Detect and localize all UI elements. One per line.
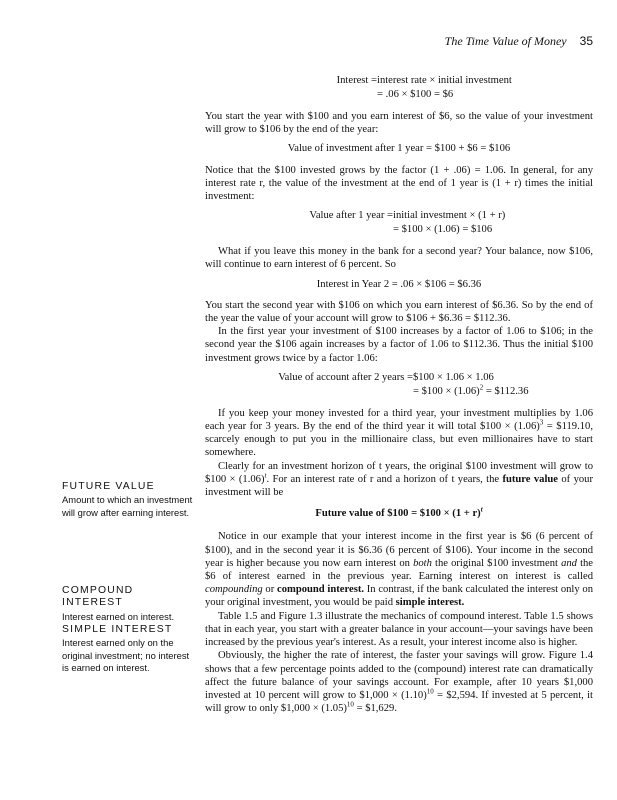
paragraph: Notice that the $100 invested grows by the factor (1 + .06) = 1.06. In general, for any interest rate r, the value of the investment at the end of 1 year is (1 + r) times the initial investment: (205, 164, 593, 203)
paragraph: You start the year with $100 and you earn interest of $6, so the value of your investment will grow to $106 by the end of the year: (205, 111, 593, 136)
margin-term: FUTURE VALUE (62, 481, 155, 492)
equation-value-after-1-year: Value of investment after 1 year = $100 + $6 = $106 (287, 143, 511, 155)
margin-definition: Interest earned only on the original investment; no interest is earned on interest. (62, 637, 190, 674)
paragraph: Clearly for an investment horizon of t years, the original $100 investment will grow to $100 × $(1.06)^t$. For an interest rate of r and a horizon of t years, the future value of your investment will be (205, 460, 593, 499)
equation-value-after-2-years: Value of account after 2 years = $100 × 1.06 × 1.06 = $100 × $(1.06)^2$ = $112.36 (278, 371, 529, 397)
equation-future-value: Future value of $100 = $100 × $(1 + r)^t$ (315, 505, 483, 520)
paragraph: Obviously, the higher the rate of interest, the faster your savings will grow. Figure 1.4 shows that a few percentage points added to the (compound) interest rate can dramatically affect the future balance of your savings account. For example, after 10 years $1,000 invested at 10 percent will grow to $1,000 × $(1.10)^{10}$ = $2,594. If invested at 5 percent, it will grow to only $1,000 × $(1.05)^{10}$ = $1,629. (205, 650, 594, 715)
margin-note-future-value (62, 481, 196, 519)
paragraph: You start the second year with $106 on which you earn interest of $6.36. So by the end of the year the value of your account will grow to $106 + $6.36 = $112.36. (205, 299, 593, 325)
paragraph: If you keep your money invested for a third year, your investment multiplies by 1.06 each year for 3 years. By the end of the third year it will total $100 × $(1.06)^3$ = $119.10, scarcely enough to put you in the millionaire class, but even millionaires have to start somewhere. (205, 407, 593, 459)
margin-term: COMPOUND INTEREST (62, 585, 134, 609)
equation-interest: Interest = interest rate × initial investment = .06 × $100 = $6 (336, 75, 512, 100)
page-number: 35 (579, 34, 593, 48)
running-title: The Time Value of Money (444, 34, 567, 48)
page-header (0, 34, 593, 49)
paragraph: Notice in our example that your interest income in the first year is $6 (6 percent of $100), and in the second year it is $6.36 (6 percent of $106). Your income in the second year is higher because you now earn interest on both the original $100 investment and the $6 of interest earned in the previous year. Earning interest on interest is called compounding or compound interest. In contrast, if the bank calculated the interest only on your original investment, you would be paid simple interest. (205, 531, 594, 609)
paragraph: Table 1.5 and Figure 1.3 illustrate the mechanics of compound interest. Table 1.5 shows that in each year, you start with a greater balance in your account—your savings have been increased by the previous year's interest. As a result, your interest income also is higher. (205, 610, 593, 649)
paragraph: In the first year your investment of $100 increases by a factor of 1.06 to $106; in the second year the $106 again increases by a factor of 1.06 to $112.36. Thus the initial $100 investment grows twice by a factor 1.06: (205, 326, 593, 364)
main-text-column (205, 74, 593, 715)
margin-note-simple-interest (62, 624, 196, 675)
margin-term: SIMPLE INTEREST (62, 624, 173, 635)
equation-interest-year-2: Interest in Year 2 = .06 × $106 = $6.36 (316, 278, 482, 290)
equation-value-after-1-year-general: Value after 1 year = initial investment × (1 + r) = $100 × (1.06) = $106 (309, 210, 506, 236)
margin-note-compound-interest (62, 585, 196, 623)
margin-definition: Amount to which an investment will grow after earning interest. (62, 494, 193, 518)
paragraph: What if you leave this money in the bank for a second year? Your balance, now $106, will continue to earn interest of 6 percent. So (205, 246, 593, 271)
margin-definition: Interest earned on interest. (62, 610, 175, 622)
